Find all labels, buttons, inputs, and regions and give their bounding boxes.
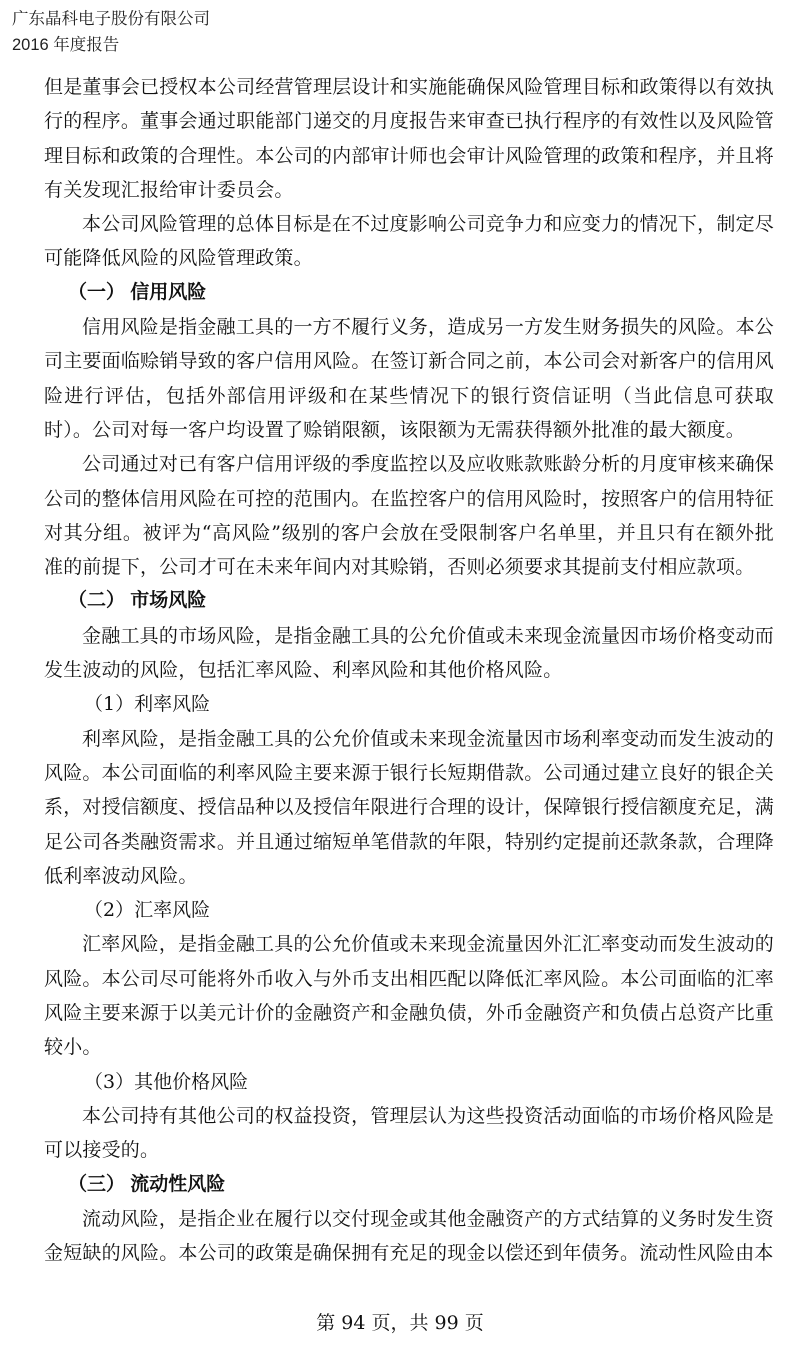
section-heading-market-risk: （二） 市场风险 bbox=[68, 590, 207, 612]
page-number: 第 94 页，共 99 页 bbox=[316, 1312, 484, 1334]
subheading-exchange-rate-risk: （2）汇率风险 bbox=[84, 899, 211, 922]
paragraph: 本公司风险管理的总体目标是在不过度影响公司竞争力和应变力的情况下，制定尽可能降低风险的风险管理政策。 bbox=[44, 213, 774, 270]
paragraph: 汇率风险，是指金融工具的公允价值或未来现金流量因外汇汇率变动而发生波动的风险。本公司尽可能将外币收入与外币支出相匹配以降低汇率风险。本公司面临的汇率风险主要来源于以美元计价的金融资产和金融负债，外币金融资产和负债占总资产比重较小。 bbox=[44, 933, 774, 1059]
paragraph: 信用风险是指金融工具的一方不履行义务，造成另一方发生财务损失的风险。本公司主要面临赊销导致的客户信用风险。在签订新合同之前，本公司会对新客户的信用风险进行评估，包括外部信用评级和在某些情况下的银行资信证明（当此信息可获取时）。公司对每一客户均设置了赊销限额，该限额为无需获得额外批准的最大额度。 bbox=[44, 316, 774, 441]
paragraph: 公司通过对已有客户信用评级的季度监控以及应收账款账龄分析的月度审核来确保公司的整体信用风险在可控的范围内。在监控客户的信用风险时，按照客户的信用特征对其分组。被评为“高风险”级别的客户会放在受限制客户名单里，并且只有在额外批准的前提下，公司才可在未来年间内对其赊销，否则必须要求其提前支付相应款项。 bbox=[44, 453, 774, 579]
report-title: 2016 年度报告 bbox=[12, 36, 120, 54]
paragraph: 利率风险，是指金融工具的公允价值或未来现金流量因市场利率变动而发生波动的风险。本公司面临的利率风险主要来源于银行长短期借款。公司通过建立良好的银企关系，对授信额度、授信品种以及授信年限进行合理的设计，保障银行授信额度充足，满足公司各类融资需求。并且通过缩短单笔借款的年限，特别约定提前还款条款，合理降低利率波动风险。 bbox=[44, 727, 774, 887]
page-header bbox=[12, 6, 210, 58]
paragraph: 本公司持有其他公司的权益投资，管理层认为这些投资活动面临的市场价格风险是可以接受的。 bbox=[44, 1104, 774, 1162]
company-name: 广东晶科电子股份有限公司 bbox=[12, 10, 210, 28]
section-heading-credit-risk: （一） 信用风险 bbox=[68, 281, 207, 303]
section-heading-liquidity-risk: （三） 流动性风险 bbox=[68, 1173, 226, 1195]
paragraph: 但是董事会已授权本公司经营管理层设计和实施能确保风险管理目标和政策得以有效执行的程序。董事会通过职能部门递交的月度报告来审查已执行程序的有效性以及风险管理目标和政策的合理性。本公司的内部审计师也会审计风险管理的政策和程序，并且将有关发现汇报给审计委员会。 bbox=[44, 76, 774, 201]
paragraph: 流动风险，是指企业在履行以交付现金或其他金融资产的方式结算的义务时发生资金短缺的风险。本公司的政策是确保拥有充足的现金以偿还到年债务。流动性风险由本 bbox=[44, 1207, 774, 1265]
subheading-other-price-risk: （3）其他价格风险 bbox=[84, 1070, 249, 1093]
subheading-interest-rate-risk: （1）利率风险 bbox=[84, 693, 211, 716]
paragraph: 金融工具的市场风险，是指金融工具的公允价值或未来现金流量因市场价格变动而发生波动的风险，包括汇率风险、利率风险和其他价格风险。 bbox=[44, 624, 774, 682]
document-body bbox=[44, 70, 774, 1270]
